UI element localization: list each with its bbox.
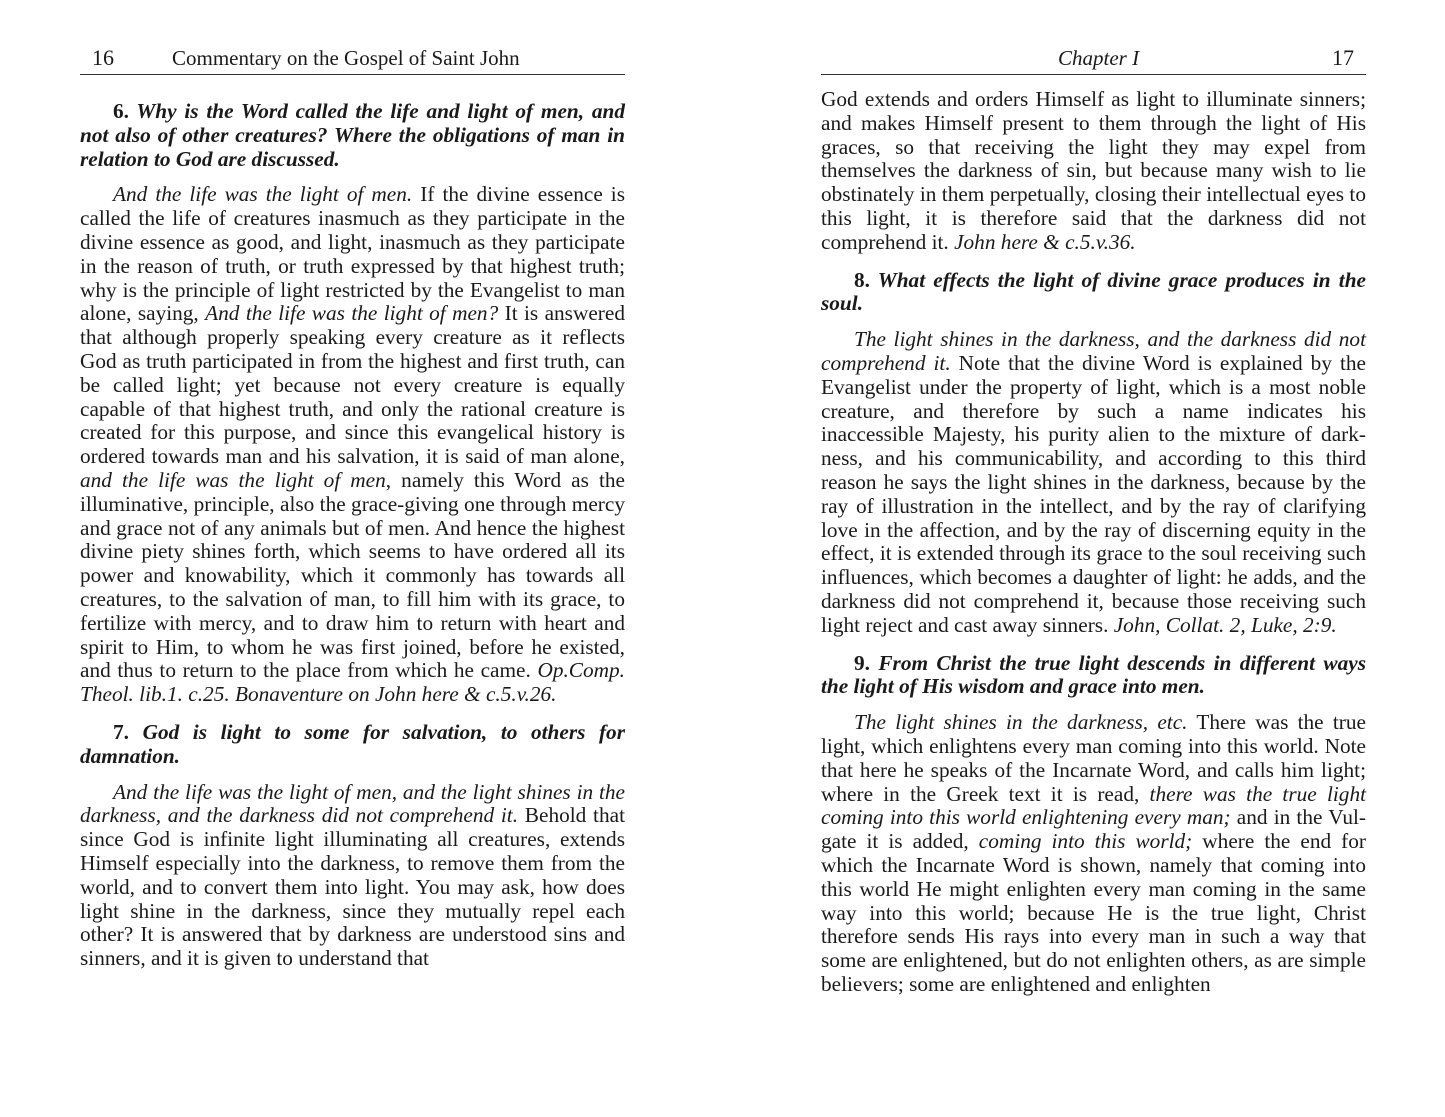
section-8-heading xyxy=(821,269,1366,317)
section-7-text: Behold that since God is infinite light illuminating all creatures, extends Himself especially into the darkness, to remove them from the world, and to convert them into light. You may ask, how does light shine in the darkness, since they mutually repel each other? It is answered that by darkness are understood sins and sinners, and it is given to understand that xyxy=(80,803,625,971)
running-head-right xyxy=(821,46,1366,75)
continuation-citation: John here & c.5.v.36. xyxy=(954,229,1136,254)
running-title-left: Commentary on the Gospel of Saint John xyxy=(172,46,520,70)
section-6-citation: Op.Comp. Theol. lib.1. c.25. Bonaventure on John here & c.5.v.26. xyxy=(80,658,625,707)
section-7-number: 7. xyxy=(113,719,129,744)
section-6-paragraph xyxy=(80,183,625,707)
section-8-text: Note that the divine Word is explained by the Evangelist under the property of light, which is a most noble creature, and therefore by such a name indicates his inaccessible Majesty, his purity alien to the mixture of darkness, and his communicability, and according to this third reason he says the light shines in the darkness, because by the ray of illustration in the intellect, and by the ray of clarifying love in the affection, and by the ray of discerning equity in the effect, it is extended through its grace to the soul receiving such influences, which becomes a daughter of light: he adds, and the darkness did not comprehend it, because those receiving such light reject and cast away sinners. xyxy=(821,350,1366,637)
page-number-left: 16 xyxy=(92,45,114,70)
section-9-heading xyxy=(821,652,1366,700)
section-8-quote: The light shines in the darkness, and the darkness did not comprehend it. xyxy=(821,327,1366,375)
section-6-number: 6. xyxy=(113,99,129,123)
section-9-text-2: and in the Vulgate it is added, xyxy=(821,805,1366,854)
section-8-number: 8. xyxy=(854,267,870,292)
section-8-title: What effects the light of divine grace produces in the soul. xyxy=(821,267,1366,316)
section-8-paragraph xyxy=(821,328,1366,637)
continuation-paragraph xyxy=(821,88,1366,255)
section-7-title: God is light to some for salvation, to others for damnation. xyxy=(80,719,625,768)
section-6-quote: And the life was the light of men. xyxy=(113,182,413,207)
section-6-text-3: , namely this Word as the illuminative, principle, also the grace-giving one through mercy and grace not of any animals but of men. And hence the highest divine piety shines forth, which seems to have ordered all its power and knowability, which it commonly has towards all creatures, to the salvation of man, to fill him with its grace, to fertilize with mercy, and to draw him to return with heart and spirit to Him, to whom he was first joined, before he existed, and thus to return to the place from which he came. xyxy=(80,467,625,683)
continuation-text: God extends and orders Himself as light to illuminate sinners; and makes Himself present to them through the light of His graces, so that receiving the light they may expel from themselves the darkness of sin, but because many wish to lie obstinately in them perpetually, closing their intellectual eyes to this light, it is therefore said that the darkness did not comprehend it. xyxy=(821,87,1366,254)
section-6-text-1: If the divine essence is called the life of creatures inasmuch as they participate in the divine essence as good, and light, inasmuch as they participate in the reason of truth, or truth expressed by that highest truth; why is the principle of light restricted by the Evangelist to man alone, saying, xyxy=(80,182,625,326)
running-title-right: Chapter I xyxy=(1058,46,1140,70)
section-7-paragraph xyxy=(80,781,625,971)
section-6-text-2: It is answered that although properly speaking every creature as it reflects God as truth participated in from the highest and first truth, can be called light; yet because not every creature is equally capable of that highest truth, and only the rational creature is created for this purpose, and since this evangelical history is ordered towards man and his salvation, it is said of man alone, xyxy=(80,301,625,469)
section-9-number: 9. xyxy=(854,650,870,675)
section-9-quote: The light shines in the darkness, etc. xyxy=(854,710,1188,735)
section-8-citation: John, Collat. 2, Luke, 2:9. xyxy=(1113,612,1337,637)
section-6-quote-2: And the life was the light of men? xyxy=(205,301,499,326)
section-9-paragraph xyxy=(821,711,1366,997)
section-7-quote: And the life was the light of men, and the light shines in the darkness, and the darkness did not comprehend it. xyxy=(80,779,625,828)
running-head-left xyxy=(80,46,625,75)
section-6-quote-3: and the life was the light of men xyxy=(80,467,386,492)
section-9-text-3: where the end for which the Incarnate Word is shown, namely that coming into this world He might enlighten every man coming in the same way into this world; because He is the true light, Christ therefore sends His rays into every man in such a way that some are enlightened, but do not enlighten others, as are simple believers; some are enlightened and enlighten xyxy=(821,829,1366,996)
left-body xyxy=(80,100,625,971)
section-9-quote-3: coming into this world; xyxy=(978,829,1193,854)
section-9-title: From Christ the true light descends in different ways the light of His wisdom and grace into men. xyxy=(821,650,1367,699)
section-7-heading xyxy=(80,721,625,769)
right-body xyxy=(821,88,1366,997)
section-9-text-1: There was the true light, which enlightens every man coming into this world. Note that here he speaks of the Incarnate Word, and calls him light; where in the Greek text it is read, xyxy=(821,710,1366,806)
section-9-quote-2: there was the true light coming into this world enlightening every man; xyxy=(821,781,1367,830)
section-6-heading xyxy=(80,100,625,171)
section-6-title: Why is the Word called the life and light of men, and not also of other creatures? Where the obligations of man in relation to God are discussed. xyxy=(80,99,625,171)
page-number-right: 17 xyxy=(1332,45,1354,70)
